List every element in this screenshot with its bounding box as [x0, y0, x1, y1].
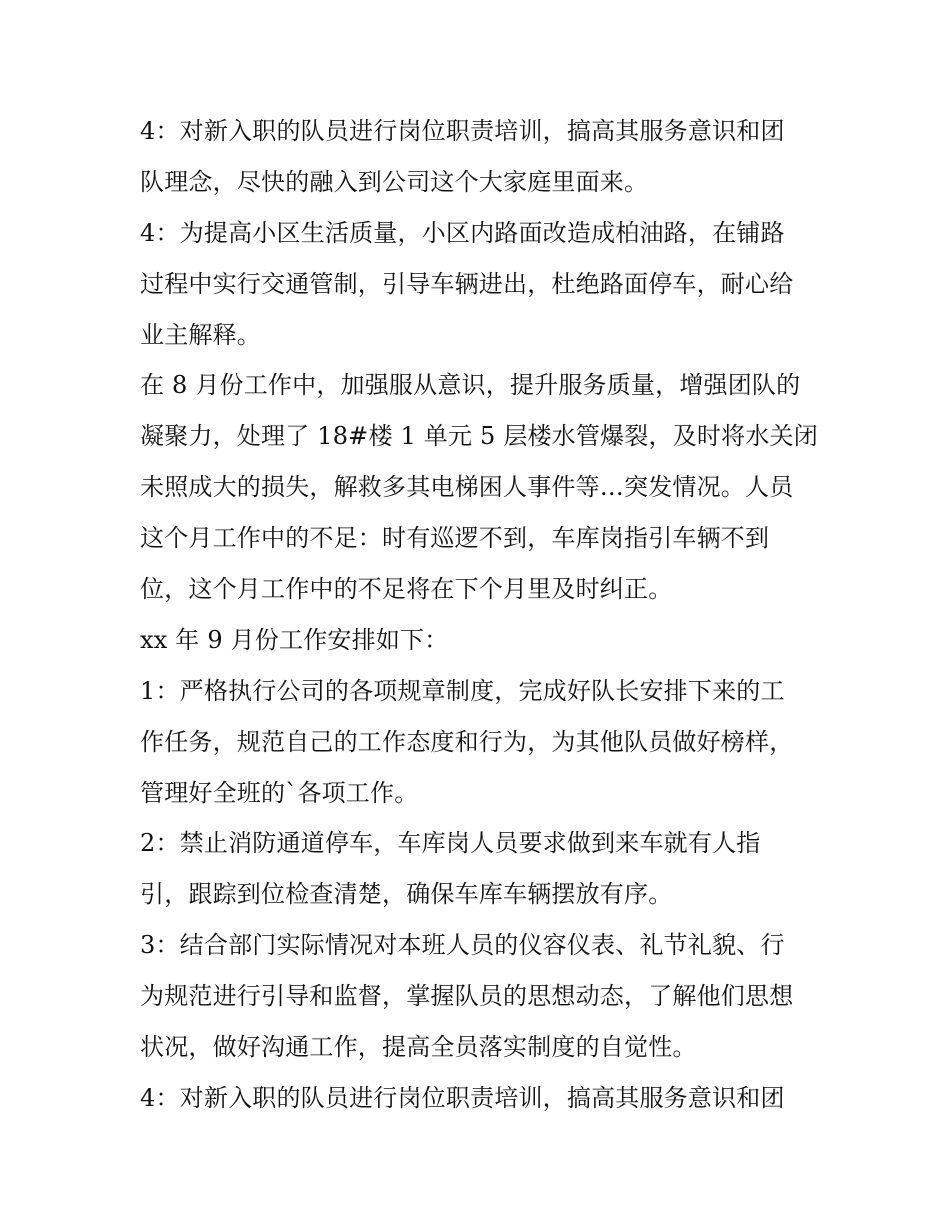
text-line: 4：对新入职的队员进行岗位职责培训，搞高其服务意识和团	[140, 1083, 785, 1112]
text-line: 在 8 月份工作中，加强服从意识，提升服务质量，增强团队的	[140, 371, 801, 400]
text-line: 队理念，尽快的融入到公司这个大家庭里面来。	[140, 167, 649, 196]
text-line: 未照成大的损失，解救多其电梯困人事件等…突发情况。人员	[140, 473, 794, 502]
text-line: 位，这个月工作中的不足将在下个月里及时纠正。	[140, 575, 673, 604]
text-line: 这个月工作中的不足：时有巡逻不到，车库岗指引车辆不到	[140, 524, 770, 553]
text-line: 作任务，规范自己的工作态度和行为，为其他队员做好榜样，	[140, 727, 794, 756]
text-line: 管理好全班的`各项工作。	[140, 778, 419, 807]
text-line: 过程中实行交通管制，引导车辆进出，杜绝路面停车，耐心给	[140, 269, 794, 298]
text-line: xx 年 9 月份工作安排如下：	[140, 625, 449, 654]
text-line: 2：禁止消防通道停车，车库岗人员要求做到来车就有人指	[140, 829, 761, 858]
text-line: 为规范进行引导和监督，掌握队员的思想动态，了解他们思想	[140, 982, 794, 1011]
text-line: 4：对新入职的队员进行岗位职责培训，搞高其服务意识和团	[140, 117, 785, 145]
text-line: 业主解释。	[140, 320, 261, 349]
text-line: 凝聚力，处理了 18#楼 1 单元 5 层楼水管爆裂，及时将水关闭	[140, 422, 818, 451]
text-line: 1：严格执行公司的各项规章制度，完成好队长安排下来的工	[140, 676, 785, 705]
document-body	[140, 106, 820, 1124]
text-line: 状况，做好沟通工作，提高全员落实制度的自觉性。	[140, 1033, 697, 1062]
text-line: 4：为提高小区生活质量，小区内路面改造成柏油路，在铺路	[140, 218, 785, 247]
text-line: 3：结合部门实际情况对本班人员的仪容仪表、礼节礼貌、行	[140, 931, 785, 960]
text-line: 引，跟踪到位检查清楚，确保车库车辆摆放有序。	[140, 880, 673, 909]
